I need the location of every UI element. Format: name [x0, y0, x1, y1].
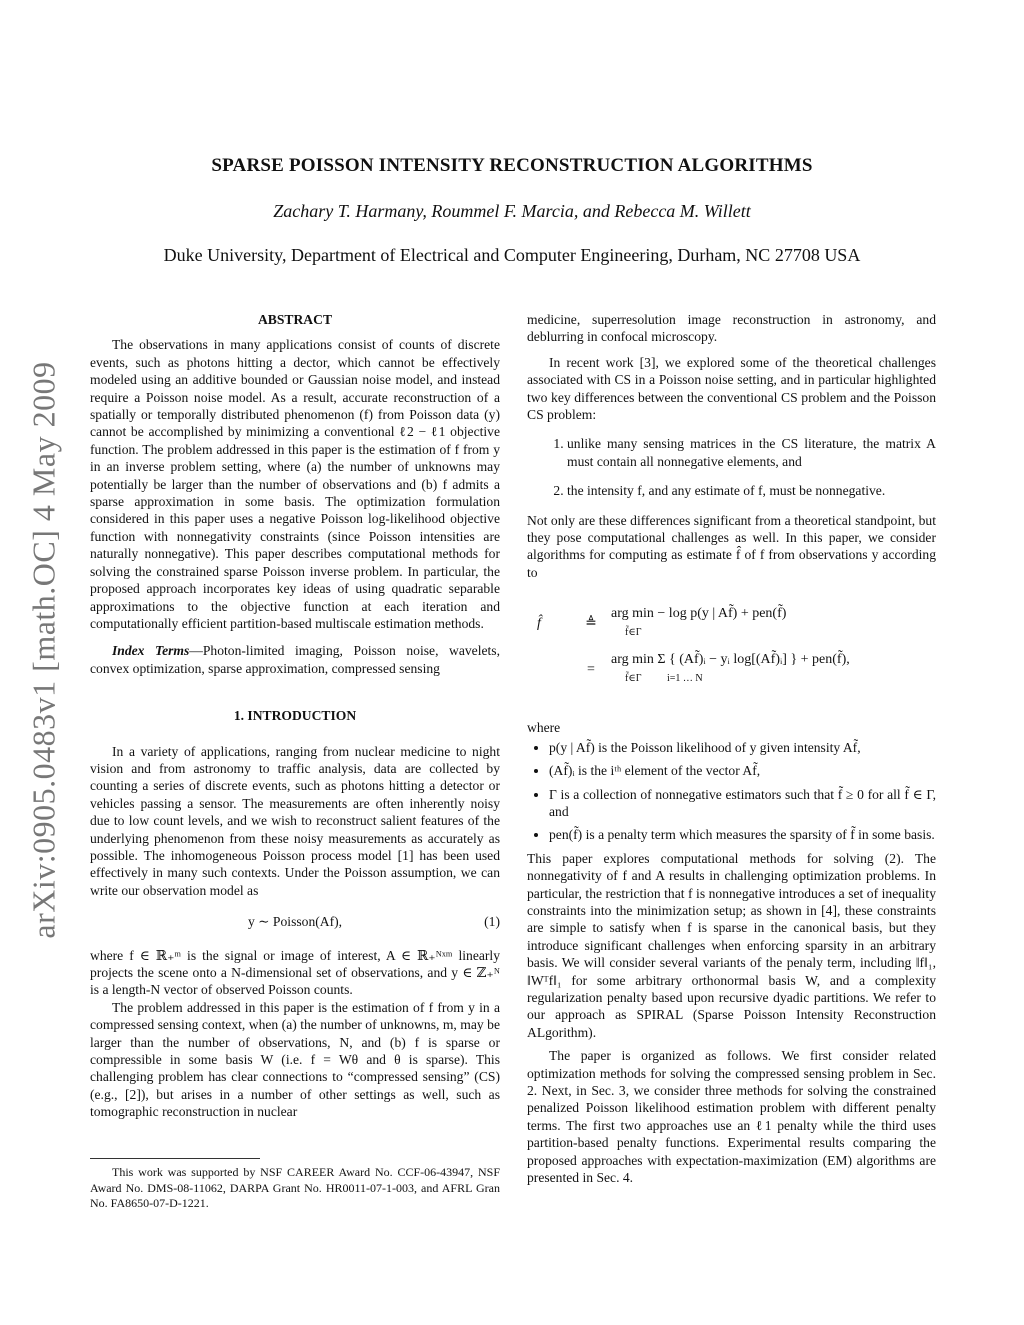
abstract-text: The observations in many applications consist of counts of discrete events, such as photons hitting a dector, which cannot be effectively modeled using an additive bounded or Gaussian noise model, and instead require a Poisson noise model. As a result, accurate reconstruction of a spatially or temporally distributed phenomenon (f) from Poisson data (y) cannot be accomplished by minimizing a conventional ℓ2 − ℓ1 objective function. The problem addressed in this paper is the estimation of f from y in an inverse problem setting, where (a) the number of unknowns may potentially be larger than the number of observations and (b) f admits a sparse approximation in some basis. The optimization formulation considered in this paper uses a negative Poisson log-likelihood objective function with nonnegativity constraints (since Poisson intensities are naturally nonnegative). This paper describes computational methods for solving the constrained sparse Poisson inverse problem. In particular, the proposed approach incorporates key ideas of using quadratic separable approximations to the objective function at each iteration and computationally efficient partition-based multiscale estimation methods.	[90, 337, 500, 631]
arxiv-stamp	[24, 340, 64, 960]
equation-2-lhs: f̂	[537, 615, 541, 631]
equation-2-subscript-1: f̃∈Γ	[625, 626, 642, 638]
equation-2-rhs-2	[611, 651, 936, 687]
right-paragraph-5: The paper is organized as follows. We first consider related optimization methods for solving the compressed sensing problem in Sec. 2. Next, in Sec. 3, we consider three methods for solving the constrained penalized Poisson likelihood estimation problem with different penalty terms. The first two approaches use an ℓ1 penalty while the third uses partition-based penalty functions. Experimental results comparing the proposed approaches with expectation-maximization (EM) algorithms are presented in Sec. 4.	[527, 1048, 936, 1186]
definitions-list	[527, 739, 936, 844]
differences-list	[527, 435, 936, 499]
equation-2-rhs-1	[611, 605, 936, 641]
footnote-text: This work was supported by NSF CAREER Award No. CCF-06-43947, NSF Award No. DMS-08-11062, DARPA Grant No. HR0011-07-1-003, and AFRL Gran No. FA8650-07-D-1221.	[90, 1165, 500, 1210]
list-item: • Γ is a collection of nonnegative estimators such that f̃ ≥ 0 for all f̃ ∈ Γ, and	[549, 786, 936, 821]
index-terms-label: Index Terms	[112, 643, 190, 659]
intro-paragraph-3: The problem addressed in this paper is the estimation of f from y in a compressed sensing context, when (a) the number of unknowns, m, may be larger than the number of observations, N, and (b) f is sparse or compressible in some basis W (i.e. f = Wθ and θ is sparse). This challenging problem has clear connections to “compressed sensing” (CS) (e.g., [2]), but arises in a number of other settings as well, such as tomographic reconstruction in nuclear	[90, 999, 500, 1120]
equation-2-rel-1: ≜	[585, 615, 597, 631]
footnote	[90, 1158, 500, 1212]
paper-affiliation: Duke University, Department of Electrical and Computer Engineering, Durham, NC 27708 USA	[163, 245, 861, 265]
list-item: 2. the intensity f, and any estimate of f, must be nonnegative.	[567, 482, 936, 499]
list-item: • p(y | Af̃) is the Poisson likelihood of y given intensity Af̃,	[549, 739, 936, 756]
equation-1-body: y ∼ Poisson(Af),	[247, 914, 343, 930]
equation-2	[527, 603, 936, 695]
equation-2-row-1-body: arg min − log p(y | Af̃) + pen(f̃)	[611, 606, 787, 622]
equation-2-row-2	[527, 643, 936, 695]
paper-title: SPARSE POISSON INTENSITY RECONSTRUCTION ALGORITHMS	[211, 155, 813, 176]
arxiv-id: arXiv:0905.0483v1 [math.OC] 4 May 2009	[25, 361, 62, 939]
equation-1-number: (1)	[484, 914, 500, 930]
left-column	[90, 311, 500, 1121]
equation-2-row-1	[527, 603, 936, 643]
equation-2-row-2-body: arg min Σ { (Af̃)ᵢ − yᵢ log[(Af̃)ᵢ] } + pen(f̃),	[611, 652, 850, 668]
list-item: • (Af̃)ᵢ is the iᵗʰ element of the vector Af̃,	[549, 762, 936, 779]
intro-paragraph-1: In a variety of applications, ranging from nuclear medicine to night vision and from astronomy to traffic analysis, data are collected by counting a series of discrete events, such as photons hitting a detector or vehicles passing a sensor. The measurements are often inherently noisy due to low count levels, and we wish to reconstruct salient features of the underlying phenomenon from these noisy measurements as accurately as possible. The inhomogeneous Poisson process model [1] has been used effectively in many such contexts. Under the Poisson assumption, we can write our observation model as	[90, 743, 500, 898]
equation-2-sum-range: i=1 … N	[667, 672, 703, 684]
paper-authors: Zachary T. Harmany, Roummel F. Marcia, and Rebecca M. Willett	[273, 201, 751, 221]
index-terms-text: —Photon-limited imaging, Poisson noise, wavelets, convex optimization, sparse approximation, compressed sensing	[90, 643, 500, 676]
equation-2-subscript-2: f̃∈Γ	[625, 672, 642, 684]
list-item: 1. unlike many sensing matrices in the CS literature, the matrix A must contain all nonnegative elements, and	[567, 435, 936, 470]
intro-heading: 1. INTRODUCTION	[233, 708, 357, 724]
right-paragraph-3: Not only are these differences significant from a theoretical standpoint, but they pose computational challenges as well. In this paper, we consider algorithms for computing as estimate f̂ of f from observations y according to	[527, 512, 936, 580]
footnote-rule	[90, 1158, 260, 1159]
intro-paragraph-2: where f ∈ ℝ₊ᵐ is the signal or image of interest, A ∈ ℝ₊ᴺˣᵐ linearly projects the scene onto a N-dimensional set of observations, and y ∈ ℤ₊ᴺ is a length-N vector of observed Poisson counts.	[90, 947, 500, 998]
right-paragraph-1: medicine, superresolution image reconstruction in astronomy, and deblurring in confocal microscopy.	[527, 312, 936, 345]
where-label: where	[527, 720, 561, 736]
right-paragraph-4: This paper explores computational methods for solving (2). The nonnegativity of f and A results in challenging optimization problems. In particular, the restriction that f is nonnegative introduces a set of inequality constraints into the minimization setup; as shown in [4], these constraints are simple to satisfy when f is sparse in the canonical basis, but they introduce significant challenges when enforcing sparsity in an arbitrary basis. We will consider several variants of the penaly term, including ‖f‖₁, ‖Wᵀf‖₁ for some arbitrary orthonormal basis W, and a complexity regularization penalty based upon recursive dyadic partitions. We refer to our approach as SPIRAL (Sparse Poisson Intensity Reconstruction ALgorithm).	[527, 850, 936, 1040]
right-paragraph-2: In recent work [3], we explored some of the theoretical challenges associated with CS in a Poisson noise setting, and in particular highlighted two key differences between the conventional CS problem and the Poisson CS problem:	[527, 354, 936, 423]
equation-1	[90, 913, 500, 930]
abstract-heading: ABSTRACT	[257, 312, 333, 327]
right-column	[527, 311, 936, 1186]
equation-2-rel-2: =	[587, 661, 595, 677]
list-item: • pen(f̃) is a penalty term which measures the sparsity of f̃ in some basis.	[549, 826, 936, 843]
index-terms	[90, 642, 500, 677]
